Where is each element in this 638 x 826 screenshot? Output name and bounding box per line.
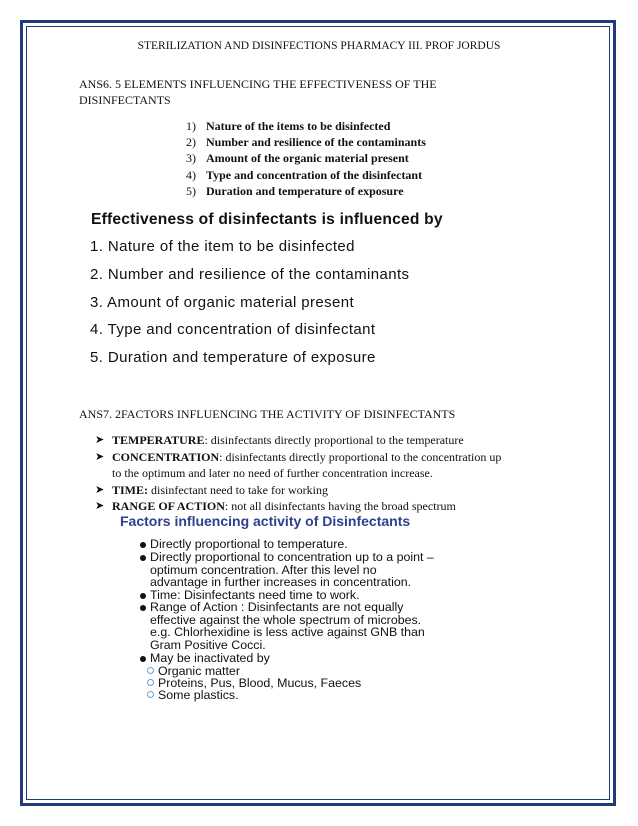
list-item [95,449,565,466]
ans7-title: ANS7. 2FACTORS INFLUENCING THE ACTIVITY OF DISINFECTANTS [79,407,456,421]
bullet-dot-icon [140,593,146,599]
bullet-text: disinfectant need to take for working [148,482,328,497]
list-item [186,183,426,199]
bullet-dot-icon [140,605,146,611]
list-text: Type and concentration of the disinfectant [206,167,423,182]
slide-subline: Proteins, Pus, Blood, Mucus, Faeces [158,676,362,690]
slide-item: 4. Type and concentration of disinfectant [90,321,376,338]
slide-line: Time: Disinfectants need time to work. [150,588,360,602]
list-number: 5) [186,183,196,198]
list-number: 3) [186,151,196,166]
slide-line: Range of Action : Disinfectants are not equally [150,600,404,614]
slide-line: e.g. Chlorhexidine is less active against GNB than [150,625,425,639]
slide-line: Gram Positive Cocci. [150,638,266,652]
circle-bullet-icon [147,679,154,686]
bullet-dot-icon [140,555,146,561]
bullet-dot-icon [140,656,146,662]
list-item [95,482,565,499]
list-text: Amount of the organic material present [206,151,409,166]
bullet-text: : disinfectants directly proportional to the temperature [204,433,464,447]
slide-line: advantage in further increases in concentration. [150,575,412,589]
list-item [186,167,426,183]
bullet-text: : disinfectants directly proportional to the concentration up [219,449,502,464]
list-item [186,134,426,150]
page-header: STERILIZATION AND DISINFECTIONS PHARMACY III. PROF JORDUS [137,40,501,52]
arrow-bullet-icon: ➤ [95,500,105,513]
slide-subline: Some plastics. [158,688,239,702]
ans6-title [79,76,437,108]
slide-title: Effectiveness of disinfectants is influenced by [91,211,443,228]
list-text: Duration and temperature of exposure [206,183,404,198]
slide-line: Directly proportional to temperature. [150,537,348,551]
circle-bullet-icon [147,667,154,674]
bullet-text: : not all disinfectants having the broad spectrum [224,499,456,514]
slide-line: Directly proportional to concentration up to a point – [150,550,434,564]
bullet-text: to the optimum and later no need of further concentration increase. [112,466,433,481]
bullet-term: CONCENTRATION [112,449,220,464]
list-item-continuation [95,465,565,482]
bullet-term: TEMPERATURE [112,433,205,447]
slide-line: optimum concentration. After this level no [150,563,377,577]
slide-subline: Organic matter [158,664,240,678]
ans6-numbered-list [186,118,426,199]
list-item [186,118,426,134]
slide-item: 2. Number and resilience of the contaminants [90,266,410,283]
list-text: Nature of the items to be disinfected [206,119,391,133]
ans6-title-line2: DISINFECTANTS [79,93,171,107]
bullet-dot-icon [140,542,146,548]
list-number: 4) [186,167,196,182]
arrow-bullet-icon: ➤ [95,450,105,463]
slide-item: 5. Duration and temperature of exposure [90,349,376,366]
list-number: 2) [186,135,196,150]
list-item [186,150,426,166]
slide-line: May be inactivated by [150,651,270,665]
slide-line: effective against the whole spectrum of microbes. [150,613,422,627]
slide-item: 1. Nature of the item to be disinfected [90,238,355,255]
list-number: 1) [186,119,196,133]
slide-item: 3. Amount of organic material present [90,294,355,311]
factors-slide-image [120,513,560,713]
bullet-term: RANGE OF ACTION [112,499,225,514]
effectiveness-slide-image [80,205,560,370]
circle-bullet-icon [147,691,154,698]
slide-title: Factors influencing activity of Disinfectants [120,513,411,529]
list-item [95,432,565,449]
ans6-title-line1: ANS6. 5 ELEMENTS INFLUENCING THE EFFECTIVENESS OF THE [79,77,437,91]
arrow-bullet-icon: ➤ [95,483,105,496]
ans7-bullet-list [95,432,565,515]
list-text: Number and resilience of the contaminants [206,135,426,150]
bullet-term: TIME: [112,482,148,497]
arrow-bullet-icon: ➤ [95,434,105,446]
